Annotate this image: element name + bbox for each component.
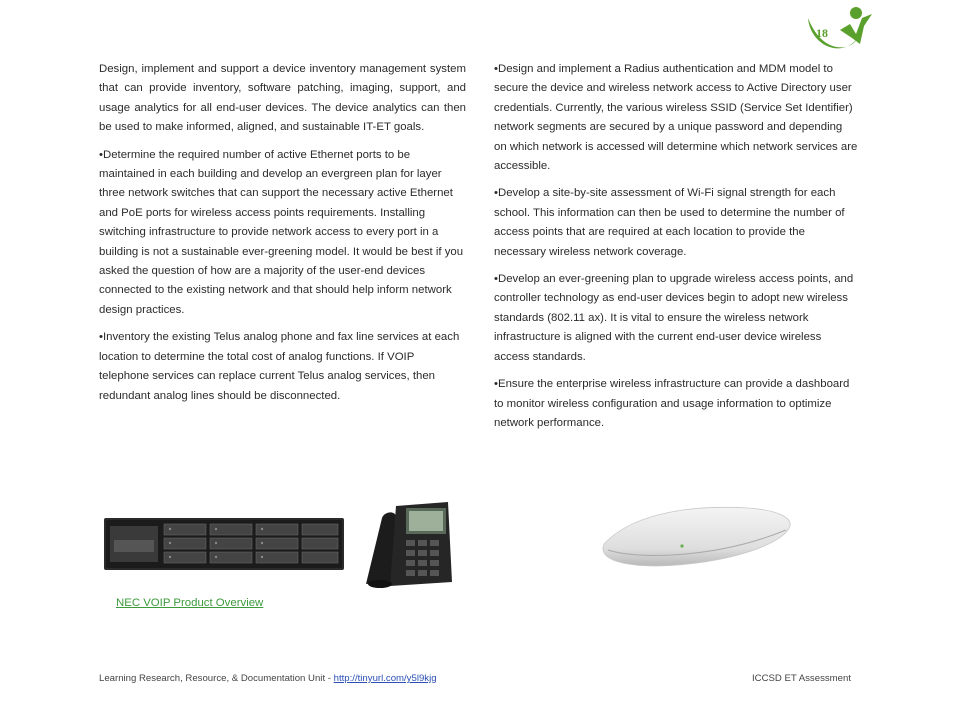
paragraph: •Ensure the enterprise wireless infrastructure can provide a dashboard to monitor wireless configuration and usage information to optimize network performance.: [494, 378, 850, 429]
right-column: [494, 60, 858, 441]
voip-desk-phone-image: [360, 494, 460, 590]
footer-left: [99, 673, 437, 684]
footer-assessment-title: ICCSD ET Assessment: [752, 673, 851, 684]
paragraph: •Design and implement a Radius authentication and MDM model to secure the device and wireless network access to Active Directory user credentials. Currently, the various wireless SSID (Service Set Identifier) network segments are secured by a unique password and depending on which network is accessed will determine which network services are accessible.: [494, 63, 858, 173]
paragraph: •Develop a site-by-site assessment of Wi-Fi signal strength for each school. This information can then be used to determine the number of access points that are required at each location to provide the necessary wireless network coverage.: [494, 187, 845, 258]
pbx-chassis-image: [104, 518, 344, 570]
footer-unit-text: Learning Research, Resource, & Documentation Unit -: [99, 673, 334, 684]
logo: [800, 4, 876, 62]
wireless-access-point-image: [598, 500, 796, 570]
paragraph: •Determine the required number of active Ethernet ports to be maintained in each building and develop an evergreen plan for layer three network switches that can support the necessary active Ethernet and PoE ports for wireless access points requirements. Installing switching infrastructure to provide network access to every port in a building is not a sustainable ever-greening model. It would be best if you asked the question of how are a majority of the user-end devices connected to the existing network and that should help inform network design practices.: [99, 148, 464, 316]
paragraph: •Develop an ever-greening plan to upgrade wireless access points, and controller technology as end-user devices begin to adopt new wireless standards (802.11 ax). It is vital to ensure the wireless network infrastructure is aligned with the current end-user device wireless access standards.: [494, 273, 854, 363]
footer-url-link[interactable]: http://tinyurl.com/y5l9kjg: [333, 673, 437, 684]
paragraph: •Inventory the existing Telus analog phone and fax line services at each location to determine the total cost of analog functions. If VOIP telephone services can replace current Telus analog services, then redundant analog lines should be disconnected.: [99, 331, 460, 402]
page-number: 18: [816, 26, 828, 40]
nec-voip-overview-link[interactable]: NEC VOIP Product Overview: [116, 597, 264, 609]
left-column: [99, 60, 466, 414]
paragraph: Design, implement and support a device inventory management system that can provide inventory, software patching, imaging, support, and usage analytics for all end-user devices. The device analytics can then be used to make informed, aligned, and sustainable IT-ET goals.: [99, 63, 466, 134]
